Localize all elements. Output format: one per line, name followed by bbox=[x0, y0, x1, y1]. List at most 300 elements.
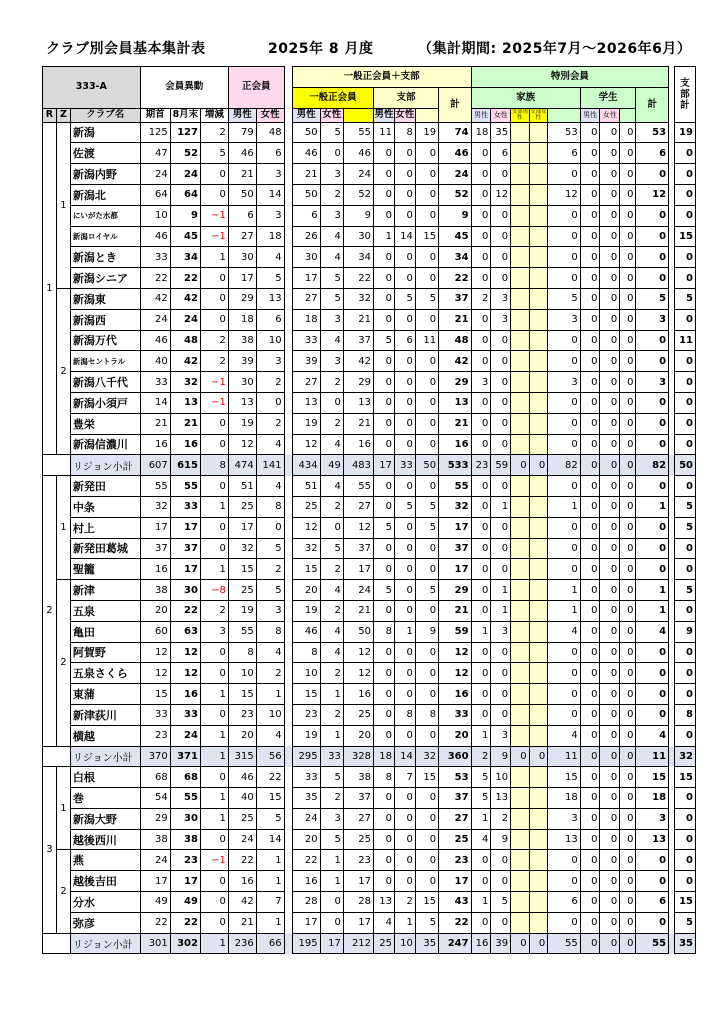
branch-male-header: 男性 bbox=[374, 109, 394, 121]
table-cell: 37 bbox=[439, 788, 472, 809]
table-cell: 0 bbox=[620, 434, 636, 455]
student-male-header: 男性 bbox=[580, 108, 600, 122]
table-cell: 55 bbox=[548, 933, 581, 954]
table-cell: 302 bbox=[170, 933, 200, 954]
table-cell: 3 bbox=[548, 808, 581, 829]
table-cell: 0 bbox=[394, 642, 415, 663]
table-cell bbox=[529, 226, 548, 247]
table-cell: 43 bbox=[439, 892, 472, 913]
table-cell: 29 bbox=[343, 372, 373, 393]
table-cell: 0 bbox=[374, 143, 395, 164]
table-cell: 9 bbox=[415, 621, 438, 642]
table-cell: 2 bbox=[256, 413, 284, 434]
table-cell: 37 bbox=[343, 330, 373, 351]
table-cell: 0 bbox=[394, 413, 415, 434]
zone-number: 1 bbox=[56, 767, 70, 850]
table-cell: 0 bbox=[580, 808, 600, 829]
table-cell: 0 bbox=[491, 704, 511, 725]
table-cell: 18 bbox=[228, 309, 256, 330]
membership-change-header: 会員異動 bbox=[140, 67, 228, 109]
club-name: 新潟信濃川 bbox=[70, 434, 140, 455]
table-cell: 0 bbox=[200, 309, 228, 330]
club-name: 横越 bbox=[70, 725, 140, 746]
table-cell: 55 bbox=[343, 122, 373, 143]
table-cell: 16 bbox=[140, 434, 170, 455]
table-cell: 4 bbox=[320, 621, 343, 642]
table-cell: −1 bbox=[200, 372, 228, 393]
table-cell: 16 bbox=[170, 684, 200, 705]
table-cell: 13 bbox=[292, 392, 320, 413]
table-cell: 0 bbox=[600, 392, 620, 413]
table-cell: 15 bbox=[140, 684, 170, 705]
table-cell: 0 bbox=[636, 912, 669, 933]
table-cell: 0 bbox=[374, 850, 395, 871]
table-cell bbox=[529, 372, 548, 393]
table-cell: 48 bbox=[170, 330, 200, 351]
table-cell: 0 bbox=[580, 871, 600, 892]
table-cell: 0 bbox=[374, 413, 395, 434]
table-cell: 24 bbox=[439, 164, 472, 185]
table-cell: 47 bbox=[140, 143, 170, 164]
table-cell: 16 bbox=[439, 684, 472, 705]
table-cell: 0 bbox=[511, 746, 530, 767]
table-cell: 27 bbox=[439, 808, 472, 829]
table-cell: 33 bbox=[292, 330, 320, 351]
table-cell bbox=[529, 143, 548, 164]
table-cell: 12 bbox=[343, 642, 373, 663]
table-cell: 0 bbox=[620, 808, 636, 829]
table-cell bbox=[511, 517, 530, 538]
club-name: 越後吉田 bbox=[70, 871, 140, 892]
table-cell: 23 bbox=[343, 850, 373, 871]
table-cell: 0 bbox=[374, 372, 395, 393]
table-cell: 0 bbox=[636, 476, 669, 497]
table-cell: 0 bbox=[491, 850, 511, 871]
table-cell bbox=[511, 663, 530, 684]
table-cell: 3 bbox=[320, 808, 343, 829]
table-cell: 0 bbox=[394, 808, 415, 829]
branch-sum-header bbox=[415, 108, 438, 122]
table-cell: 0 bbox=[415, 268, 438, 289]
table-cell: 18 bbox=[471, 122, 491, 143]
table-cell: 16 bbox=[292, 871, 320, 892]
table-cell: 0 bbox=[674, 413, 695, 434]
table-cell: 27 bbox=[228, 226, 256, 247]
table-cell bbox=[529, 351, 548, 372]
table-cell bbox=[511, 372, 530, 393]
table-cell: 0 bbox=[600, 642, 620, 663]
table-cell: 0 bbox=[620, 684, 636, 705]
table-cell: 3 bbox=[636, 309, 669, 330]
table-cell bbox=[529, 559, 548, 580]
club-name: 新潟 bbox=[70, 122, 140, 143]
table-cell: 21 bbox=[228, 164, 256, 185]
table-cell: 1 bbox=[320, 850, 343, 871]
table-cell: 0 bbox=[636, 642, 669, 663]
table-row bbox=[43, 226, 696, 247]
table-cell: 0 bbox=[600, 829, 620, 850]
table-row bbox=[43, 788, 696, 809]
table-cell: 0 bbox=[471, 871, 491, 892]
table-cell: 0 bbox=[374, 808, 395, 829]
table-cell: 0 bbox=[636, 538, 669, 559]
table-cell: 19 bbox=[292, 600, 320, 621]
table-cell: 32 bbox=[292, 538, 320, 559]
table-cell: 20 bbox=[228, 725, 256, 746]
zone-number: 1 bbox=[56, 476, 70, 580]
table-cell: 0 bbox=[491, 413, 511, 434]
table-cell: 8 bbox=[200, 455, 228, 476]
table-row bbox=[43, 642, 696, 663]
table-cell: 0 bbox=[374, 788, 395, 809]
table-cell: 30 bbox=[292, 247, 320, 268]
table-cell: 5 bbox=[471, 767, 491, 788]
table-cell: 0 bbox=[620, 122, 636, 143]
table-cell: 56 bbox=[256, 746, 284, 767]
column-gap bbox=[284, 164, 292, 185]
table-cell: 1 bbox=[200, 559, 228, 580]
table-cell: 0 bbox=[620, 621, 636, 642]
table-cell: 0 bbox=[415, 143, 438, 164]
table-row bbox=[43, 850, 696, 871]
table-cell: 0 bbox=[548, 912, 581, 933]
table-cell: 3 bbox=[256, 351, 284, 372]
table-cell: 0 bbox=[491, 372, 511, 393]
table-cell bbox=[529, 725, 548, 746]
table-cell: 0 bbox=[394, 392, 415, 413]
subtotal-spacer bbox=[43, 455, 71, 476]
table-cell: 0 bbox=[600, 434, 620, 455]
table-cell: 12 bbox=[439, 663, 472, 684]
table-cell bbox=[529, 767, 548, 788]
table-cell: 0 bbox=[471, 517, 491, 538]
club-name: 分水 bbox=[70, 892, 140, 913]
table-cell: 0 bbox=[600, 684, 620, 705]
column-gap bbox=[284, 309, 292, 330]
column-gap bbox=[284, 871, 292, 892]
table-cell: 0 bbox=[674, 559, 695, 580]
table-cell: 0 bbox=[511, 933, 530, 954]
table-cell: 0 bbox=[620, 767, 636, 788]
club-name: 燕 bbox=[70, 850, 140, 871]
special-members-header: 特別会員 bbox=[471, 67, 668, 88]
table-cell: 3 bbox=[636, 372, 669, 393]
table-cell bbox=[511, 330, 530, 351]
table-cell: 14 bbox=[140, 392, 170, 413]
table-cell: 0 bbox=[471, 184, 491, 205]
table-cell: 0 bbox=[394, 372, 415, 393]
table-cell: 0 bbox=[320, 892, 343, 913]
table-body bbox=[43, 122, 696, 954]
table-cell: 0 bbox=[620, 642, 636, 663]
table-cell: 0 bbox=[620, 476, 636, 497]
table-cell: 0 bbox=[620, 912, 636, 933]
table-cell: 5 bbox=[320, 268, 343, 289]
table-cell bbox=[511, 205, 530, 226]
student-sum-header bbox=[620, 108, 636, 122]
table-cell: 33 bbox=[170, 704, 200, 725]
table-cell: 8 bbox=[256, 496, 284, 517]
table-cell: 1 bbox=[200, 933, 228, 954]
report-header bbox=[0, 38, 724, 62]
table-cell: 0 bbox=[620, 247, 636, 268]
table-cell: 19 bbox=[228, 600, 256, 621]
table-cell: 0 bbox=[415, 476, 438, 497]
table-cell: 0 bbox=[600, 933, 620, 954]
table-cell: 0 bbox=[491, 392, 511, 413]
table-cell: 2 bbox=[200, 600, 228, 621]
table-cell: 8 bbox=[415, 704, 438, 725]
table-cell: 14 bbox=[394, 226, 415, 247]
club-name: 新潟西 bbox=[70, 309, 140, 330]
table-cell: 0 bbox=[374, 476, 395, 497]
table-cell: 30 bbox=[343, 226, 373, 247]
month-end-header: 8月末 bbox=[170, 108, 200, 122]
table-cell: 16 bbox=[343, 434, 373, 455]
column-gap bbox=[284, 434, 292, 455]
table-cell: 0 bbox=[620, 288, 636, 309]
table-row bbox=[43, 330, 696, 351]
table-cell: 0 bbox=[636, 871, 669, 892]
table-cell: 0 bbox=[374, 309, 395, 330]
table-cell: 1 bbox=[471, 808, 491, 829]
table-cell: 23 bbox=[228, 704, 256, 725]
table-cell: 0 bbox=[394, 205, 415, 226]
table-cell: 17 bbox=[140, 517, 170, 538]
subtotal-spacer bbox=[43, 746, 71, 767]
table-row bbox=[43, 704, 696, 725]
club-name-header: クラブ名 bbox=[70, 108, 140, 122]
table-cell bbox=[511, 788, 530, 809]
table-cell: 0 bbox=[548, 247, 581, 268]
table-cell: 4 bbox=[548, 621, 581, 642]
table-cell: 17 bbox=[228, 517, 256, 538]
table-cell: 27 bbox=[343, 808, 373, 829]
table-cell: 0 bbox=[394, 600, 415, 621]
table-cell bbox=[511, 580, 530, 601]
table-cell: 0 bbox=[674, 871, 695, 892]
table-cell: 0 bbox=[580, 912, 600, 933]
table-cell: 0 bbox=[374, 268, 395, 289]
column-gap bbox=[284, 413, 292, 434]
table-cell: 0 bbox=[580, 496, 600, 517]
column-gap bbox=[284, 850, 292, 871]
table-cell: 19 bbox=[292, 413, 320, 434]
z-header: Z bbox=[56, 108, 70, 122]
table-cell: 0 bbox=[491, 205, 511, 226]
table-cell: 0 bbox=[674, 184, 695, 205]
table-cell: 10 bbox=[491, 767, 511, 788]
table-cell bbox=[511, 413, 530, 434]
table-row bbox=[43, 288, 696, 309]
table-cell: 0 bbox=[620, 850, 636, 871]
table-row bbox=[43, 808, 696, 829]
table-cell: 5 bbox=[374, 330, 395, 351]
table-cell: 0 bbox=[415, 184, 438, 205]
table-cell: 3 bbox=[320, 205, 343, 226]
table-cell: 37 bbox=[140, 538, 170, 559]
table-cell: 5 bbox=[674, 912, 695, 933]
table-cell: 50 bbox=[415, 455, 438, 476]
table-cell: −1 bbox=[200, 226, 228, 247]
table-cell: 4 bbox=[256, 476, 284, 497]
table-cell: 82 bbox=[636, 455, 669, 476]
table-cell bbox=[511, 351, 530, 372]
table-cell: 0 bbox=[548, 850, 581, 871]
report-title: クラブ別会員基本集計表 bbox=[46, 41, 206, 57]
table-cell: 12 bbox=[140, 663, 170, 684]
table-cell: 55 bbox=[228, 621, 256, 642]
table-cell: 19 bbox=[228, 413, 256, 434]
column-gap bbox=[284, 725, 292, 746]
table-cell: 0 bbox=[374, 600, 395, 621]
table-cell: 0 bbox=[200, 268, 228, 289]
table-cell: 0 bbox=[636, 226, 669, 247]
table-cell: 0 bbox=[674, 476, 695, 497]
table-cell: 0 bbox=[471, 247, 491, 268]
table-cell: 0 bbox=[374, 205, 395, 226]
table-cell: 474 bbox=[228, 455, 256, 476]
table-cell: 0 bbox=[415, 351, 438, 372]
table-cell: 10 bbox=[228, 663, 256, 684]
table-cell: 0 bbox=[374, 351, 395, 372]
table-cell: 22 bbox=[439, 268, 472, 289]
column-gap bbox=[284, 600, 292, 621]
table-cell: 32 bbox=[415, 746, 438, 767]
table-row bbox=[43, 767, 696, 788]
table-cell bbox=[511, 184, 530, 205]
table-cell: 0 bbox=[374, 496, 395, 517]
table-cell: 0 bbox=[548, 871, 581, 892]
table-cell: 5 bbox=[415, 288, 438, 309]
table-cell: 0 bbox=[200, 704, 228, 725]
table-cell: 6 bbox=[636, 892, 669, 913]
table-cell: 0 bbox=[636, 559, 669, 580]
column-gap bbox=[284, 538, 292, 559]
table-cell: 533 bbox=[439, 455, 472, 476]
table-cell: 4 bbox=[548, 725, 581, 746]
table-cell: 0 bbox=[580, 309, 600, 330]
table-cell: 48 bbox=[439, 330, 472, 351]
table-cell: 0 bbox=[374, 871, 395, 892]
table-cell: 0 bbox=[374, 704, 395, 725]
table-cell: 0 bbox=[620, 517, 636, 538]
table-cell: 17 bbox=[170, 559, 200, 580]
table-cell: 5 bbox=[471, 788, 491, 809]
table-cell: 3 bbox=[320, 164, 343, 185]
table-cell: 33 bbox=[140, 372, 170, 393]
table-cell: 24 bbox=[140, 850, 170, 871]
table-cell: 2 bbox=[394, 892, 415, 913]
table-cell: 25 bbox=[228, 808, 256, 829]
table-cell bbox=[511, 247, 530, 268]
table-cell: 37 bbox=[439, 538, 472, 559]
table-cell: 15 bbox=[548, 767, 581, 788]
table-cell: 0 bbox=[600, 288, 620, 309]
table-cell: 25 bbox=[374, 933, 395, 954]
table-cell: 0 bbox=[600, 268, 620, 289]
table-cell: 0 bbox=[471, 392, 491, 413]
table-cell: 18 bbox=[256, 226, 284, 247]
table-cell: 42 bbox=[170, 351, 200, 372]
table-cell: 0 bbox=[636, 268, 669, 289]
table-cell bbox=[529, 164, 548, 185]
table-cell: 0 bbox=[471, 434, 491, 455]
table-cell: 18 bbox=[636, 788, 669, 809]
table-cell: 55 bbox=[439, 476, 472, 497]
table-cell: 3 bbox=[636, 808, 669, 829]
table-cell: 0 bbox=[636, 205, 669, 226]
table-cell: 141 bbox=[256, 455, 284, 476]
table-cell: 0 bbox=[600, 892, 620, 913]
table-cell: 0 bbox=[580, 392, 600, 413]
table-cell bbox=[511, 808, 530, 829]
table-cell: 0 bbox=[620, 392, 636, 413]
table-cell: 20 bbox=[292, 580, 320, 601]
table-cell: 0 bbox=[491, 559, 511, 580]
table-row bbox=[43, 205, 696, 226]
table-cell: 1 bbox=[471, 621, 491, 642]
table-cell: 0 bbox=[394, 829, 415, 850]
table-cell: 0 bbox=[580, 205, 600, 226]
column-gap bbox=[284, 580, 292, 601]
table-cell: 0 bbox=[548, 164, 581, 185]
table-cell: 37 bbox=[439, 288, 472, 309]
table-cell: 4 bbox=[256, 642, 284, 663]
club-name: 新津荻川 bbox=[70, 704, 140, 725]
club-name: 東蒲 bbox=[70, 684, 140, 705]
table-row bbox=[43, 829, 696, 850]
table-cell: 0 bbox=[471, 850, 491, 871]
table-cell: 0 bbox=[580, 600, 600, 621]
table-cell: 40 bbox=[140, 351, 170, 372]
table-cell: 2 bbox=[320, 372, 343, 393]
table-cell: 0 bbox=[636, 392, 669, 413]
table-cell: 7 bbox=[394, 767, 415, 788]
table-cell: 236 bbox=[228, 933, 256, 954]
table-cell: 28 bbox=[343, 892, 373, 913]
table-cell: 0 bbox=[548, 413, 581, 434]
table-cell: 25 bbox=[439, 829, 472, 850]
table-cell: 4 bbox=[320, 330, 343, 351]
table-cell: 5 bbox=[256, 538, 284, 559]
table-cell: 0 bbox=[580, 184, 600, 205]
table-cell: 42 bbox=[228, 892, 256, 913]
special-total-header: 計 bbox=[636, 87, 669, 122]
column-gap bbox=[284, 392, 292, 413]
table-cell: 1 bbox=[491, 600, 511, 621]
table-cell: 1 bbox=[636, 580, 669, 601]
branch-total-header: 支部計 bbox=[674, 67, 695, 123]
table-cell: 82 bbox=[548, 455, 581, 476]
club-name: 新潟内野 bbox=[70, 164, 140, 185]
table-cell: 16 bbox=[140, 559, 170, 580]
table-cell: 0 bbox=[600, 476, 620, 497]
table-cell: 15 bbox=[674, 226, 695, 247]
table-cell: 0 bbox=[620, 496, 636, 517]
table-cell: 0 bbox=[620, 205, 636, 226]
table-row bbox=[43, 496, 696, 517]
table-cell: 35 bbox=[491, 122, 511, 143]
table-cell: 24 bbox=[140, 164, 170, 185]
table-cell: 20 bbox=[140, 600, 170, 621]
table-cell: 0 bbox=[580, 351, 600, 372]
column-gap bbox=[284, 372, 292, 393]
table-cell: 45 bbox=[170, 226, 200, 247]
table-cell: 4 bbox=[636, 725, 669, 746]
table-cell: 0 bbox=[471, 268, 491, 289]
family-header: 家族 bbox=[471, 87, 580, 108]
